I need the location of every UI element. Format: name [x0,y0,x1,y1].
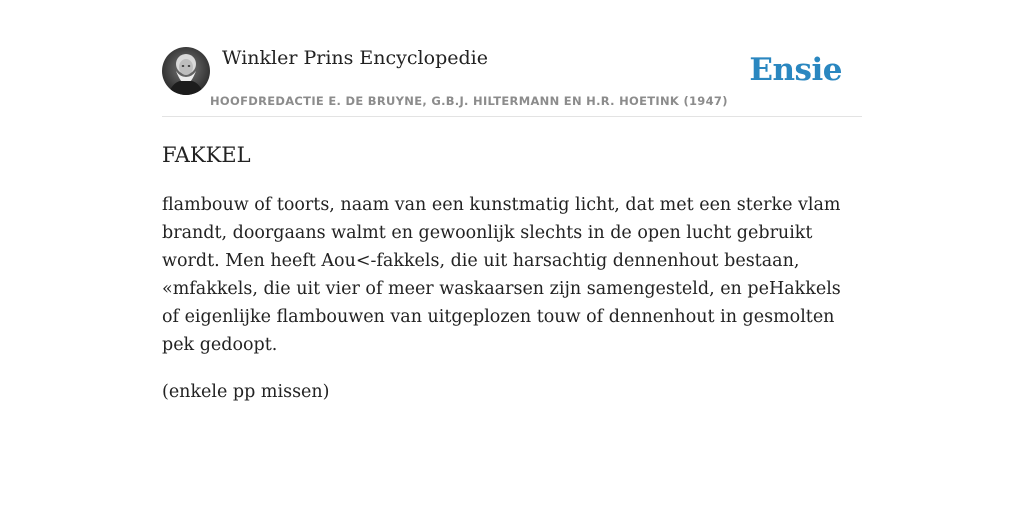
source-header [162,46,862,117]
bearded-man-portrait-icon [162,47,210,95]
entry-body: flambouw of toorts, naam van een kunstmatig licht, dat met een sterke vlam brandt, doorgaans walmt en gewoonlijk slechts in de open lucht gebruikt wordt. Men heeft Aou<-fakkels, die uit harsachtig dennenhout bestaan, «mfakkels, die uit vier of meer waskaarsen zijn samengesteld, en peHakkels of eigenlijke flambouwen van uitgeplozen touw of dennenhout in gesmolten pek gedoopt. [162,195,841,355]
author-avatar[interactable] [162,47,210,95]
entry-article [162,140,862,406]
entry-note: (enkele pp missen) [162,382,330,402]
source-title[interactable]: Winkler Prins Encyclopedie [222,47,488,69]
entry-title: FAKKEL [162,143,251,167]
ensie-logo[interactable]: Ensie [749,52,842,88]
source-subtitle: HOOFDREDACTIE E. DE BRUYNE, G.B.J. HILTERMANN EN H.R. HOETINK (1947) [210,94,728,108]
